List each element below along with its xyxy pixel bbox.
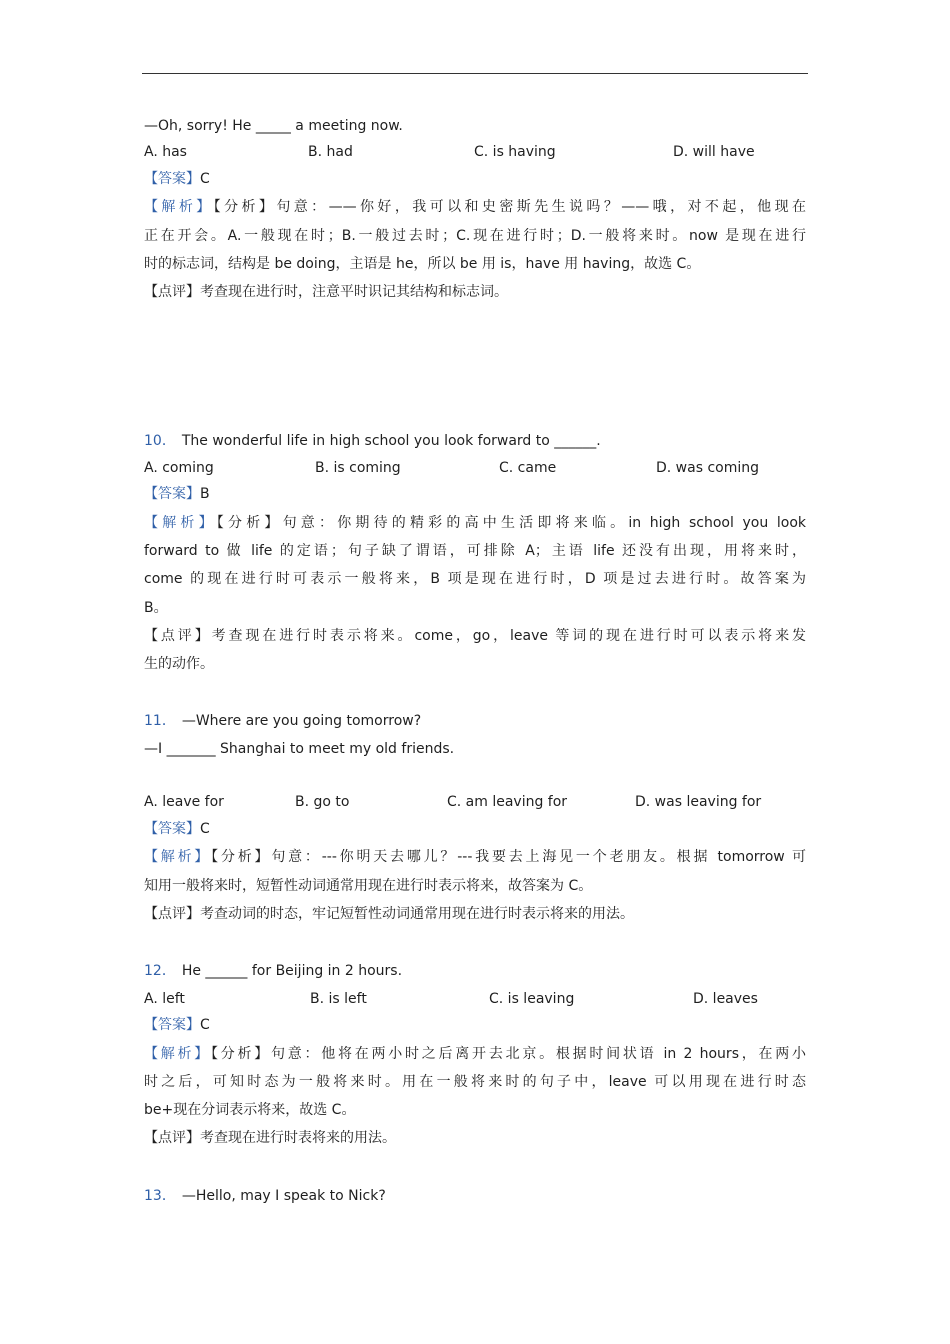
q11-analysis-line-1 [144,847,806,867]
question-number: 12． [144,963,176,979]
header-rule [142,73,808,74]
answer-tag: 【答案】 [144,1017,200,1033]
answer-tag: 【答案】 [144,171,200,187]
analysis-text: 【分析】句意：——你好，我可以和史密斯先生说吗？——哦，对不起，他现在 [213,199,807,215]
q11-stem-line-2: —I _______ Shanghai to meet my old friends. [144,741,455,757]
q12-option-b: B. is left [310,991,367,1007]
q10-comment-line-2: 生的动作。 [144,656,214,672]
q12-option-a: A. left [144,991,185,1007]
analysis-tag: 【解析】 [144,199,214,215]
q12-stem-line [144,961,402,981]
answer-tag: 【答案】 [144,486,200,502]
q11-stem-line [144,711,421,731]
analysis-text: 【分析】句意：他将在两小时之后离开去北京。根据时间状语 in 2 hours，在两小 [211,1046,806,1062]
q10-analysis-line-3: come 的现在进行时可表示一般将来，B 项是现在进行时，D 项是过去进行时。故答案为 [144,571,806,587]
q10-analysis-line-1 [144,513,806,533]
analysis-tag: 【解析】 [144,849,212,865]
q9-option-a: A. has [144,144,187,160]
q9-analysis-line-3: 时的标志词，结构是 be doing，主语是 he，所以 be 用 is，have 用 having，故选 C。 [144,256,701,272]
question-number: 11． [144,713,176,729]
q12-option-c: C. is leaving [489,991,575,1007]
q10-stem-line [144,431,601,451]
q13-stem-line [144,1186,386,1206]
q9-option-d: D. will have [673,144,755,160]
answer-value: C [200,821,210,837]
q10-option-a: A. coming [144,460,214,476]
q12-analysis-line-3: be+现在分词表示将来，故选 C。 [144,1102,356,1118]
q10-option-b: B. is coming [315,460,401,476]
q10-comment-line-1: 【点评】考查现在进行时表示将来。come，go，leave 等词的现在进行时可以表示将来发 [144,628,806,644]
q11-option-b: B. go to [295,794,350,810]
q12-answer [144,1015,210,1035]
q10-option-c: C. came [499,460,557,476]
q11-comment: 【点评】考查动词的时态，牢记短暂性动词通常用现在进行时表示将来的用法。 [144,906,634,922]
question-stem: —Hello, may I speak to Nick? [181,1188,386,1204]
answer-value: B [200,486,210,502]
q10-analysis-line-4: B。 [144,600,168,616]
question-stem: The wonderful life in high school you look forward to ______. [181,433,601,449]
analysis-tag: 【解析】 [144,515,217,531]
question-number: 13． [144,1188,176,1204]
q10-analysis-line-2: forward to 做 life 的定语；句子缺了谓语，可排除 A；主语 life 还没有出现，用将来时， [144,543,806,559]
q9-option-c: C. is having [474,144,556,160]
answer-value: C [200,1017,210,1033]
q11-answer [144,819,210,839]
question-stem: —Where are you going tomorrow? [181,713,422,729]
q12-analysis-line-2: 时之后，可知时态为一般将来时。用在一般将来时的句子中，leave 可以用现在进行时态 [144,1074,806,1090]
q10-option-d: D. was coming [656,460,760,476]
q9-analysis-line-2: 正在开会。A.一般现在时；B.一般过去时；C.现在进行时；D.一般将来时。now 是现在进行 [144,228,806,244]
q11-option-a: A. leave for [144,794,224,810]
q11-option-c: C. am leaving for [447,794,568,810]
q11-option-d: D. was leaving for [635,794,762,810]
q10-answer [144,484,210,504]
q9-option-b: B. had [308,144,353,160]
q11-analysis-line-2: 知用一般将来时，短暂性动词通常用现在进行时表示将来，故答案为 C。 [144,878,593,894]
q9-answer [144,169,210,189]
q12-comment: 【点评】考查现在进行时表将来的用法。 [144,1130,396,1146]
q12-analysis-line-1 [144,1044,806,1064]
answer-tag: 【答案】 [144,821,200,837]
question-stem: He ______ for Beijing in 2 hours. [181,963,403,979]
q9-stem: —Oh, sorry! He _____ a meeting now. [144,118,403,134]
analysis-text: 【分析】句意：你期待的精彩的高中生活即将来临。in high school you look [216,515,806,531]
q9-analysis-line-1 [144,197,806,217]
question-number: 10． [144,433,176,449]
analysis-tag: 【解析】 [144,1046,212,1062]
analysis-text: 【分析】句意：---你明天去哪儿？---我要去上海见一个老朋友。根据 tomorrow 可 [211,849,806,865]
answer-value: C [200,171,210,187]
q12-option-d: D. leaves [693,991,758,1007]
q9-comment: 【点评】考查现在进行时，注意平时识记其结构和标志词。 [144,284,508,300]
